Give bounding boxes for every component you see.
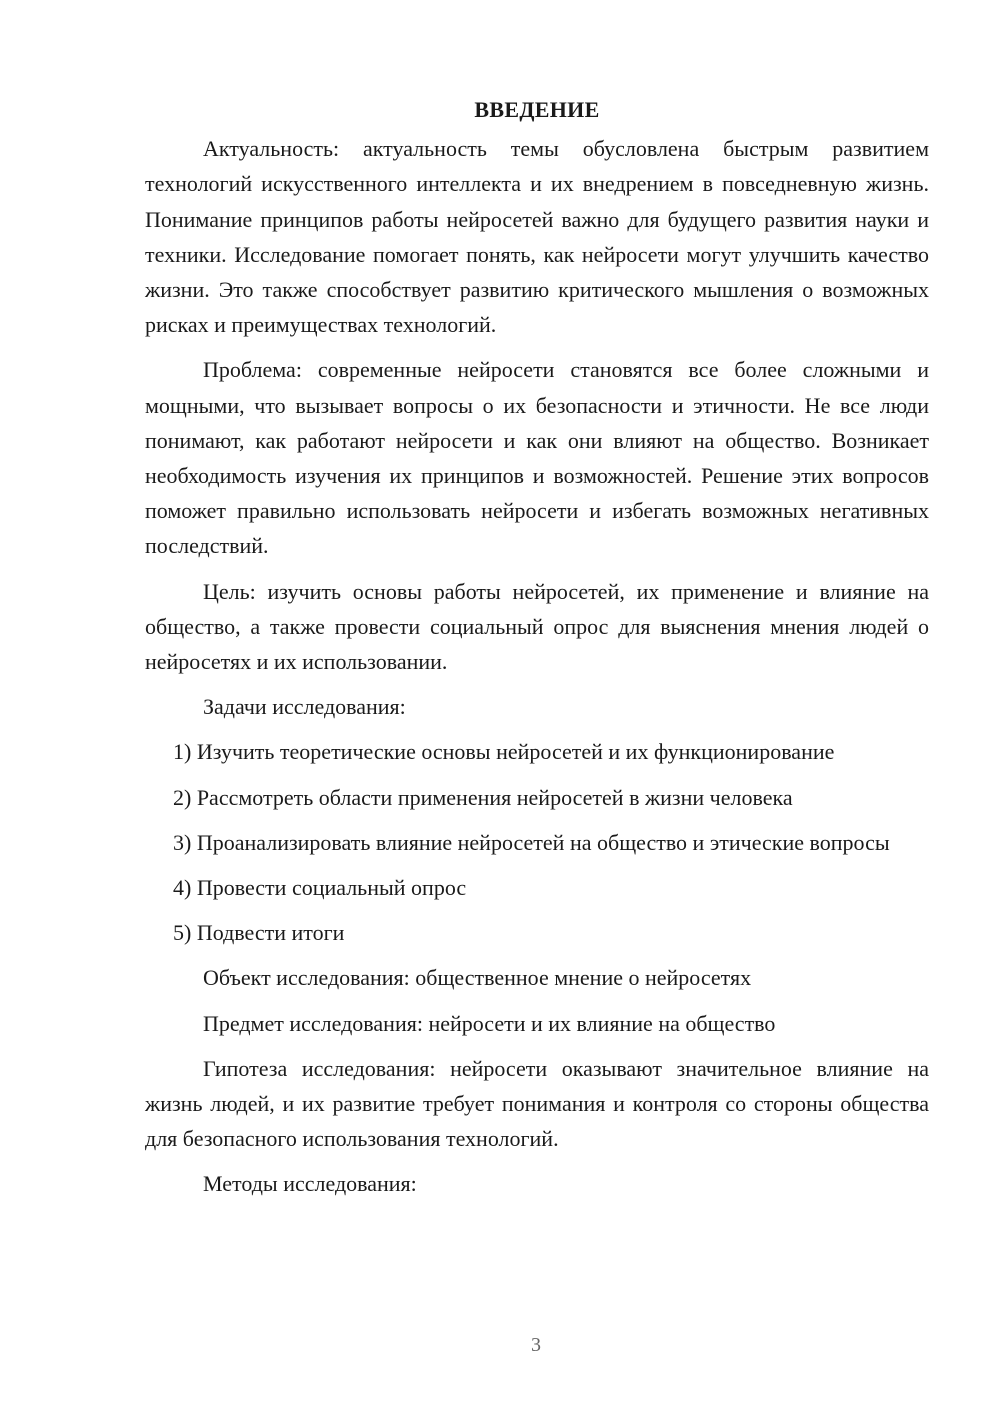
task-item: 5) Подвести итоги	[173, 920, 345, 946]
tasks-heading: Задачи исследования:	[203, 694, 406, 720]
relevance-paragraph: Актуальность: актуальность темы обусловлена быстрым развитием технологий искусственного интеллекта и их внедрением в повседневную жизнь. Понимание принципов работы нейросетей важно для будущего развития науки и техники. Исследование помогает понять, как нейросети могут улучшить качество жизни. Это также способствует развитию критического мышления о возможных рисках и преимуществах технологий.	[145, 136, 929, 338]
methods-heading: Методы исследования:	[203, 1171, 417, 1197]
task-item: 2) Рассмотреть области применения нейросетей в жизни человека	[173, 784, 793, 810]
page-content	[145, 92, 929, 1212]
problem-paragraph: Проблема: современные нейросети становятся все более сложными и мощными, что вызывает вопросы о их безопасности и этичности. Не все люди понимают, как работают нейросети и как они влияют на общество. Возникает необходимость изучения их принципов и возможностей. Решение этих вопросов поможет правильно использовать нейросети и избегать возможных негативных последствий.	[145, 357, 929, 559]
research-subject: Предмет исследования: нейросети и их влияние на общество	[203, 1010, 776, 1036]
task-item: 4) Провести социальный опрос	[173, 875, 467, 901]
section-title: ВВЕДЕНИЕ	[474, 97, 600, 122]
task-item: 1) Изучить теоретические основы нейросетей и их функционирование	[173, 739, 835, 765]
page-number: 3	[531, 1334, 541, 1356]
research-object: Объект исследования: общественное мнение о нейросетях	[203, 965, 752, 991]
goal-paragraph: Цель: изучить основы работы нейросетей, их применение и влияние на общество, а также провести социальный опрос для выяснения мнения людей о нейросетях и их использовании.	[145, 578, 929, 675]
hypothesis-paragraph: Гипотеза исследования: нейросети оказывают значительное влияние на жизнь людей, и их развитие требует понимания и контроля со стороны общества для безопасного использования технологий.	[145, 1055, 929, 1152]
task-item: 3) Проанализировать влияние нейросетей на общество и этические вопросы	[173, 829, 890, 855]
